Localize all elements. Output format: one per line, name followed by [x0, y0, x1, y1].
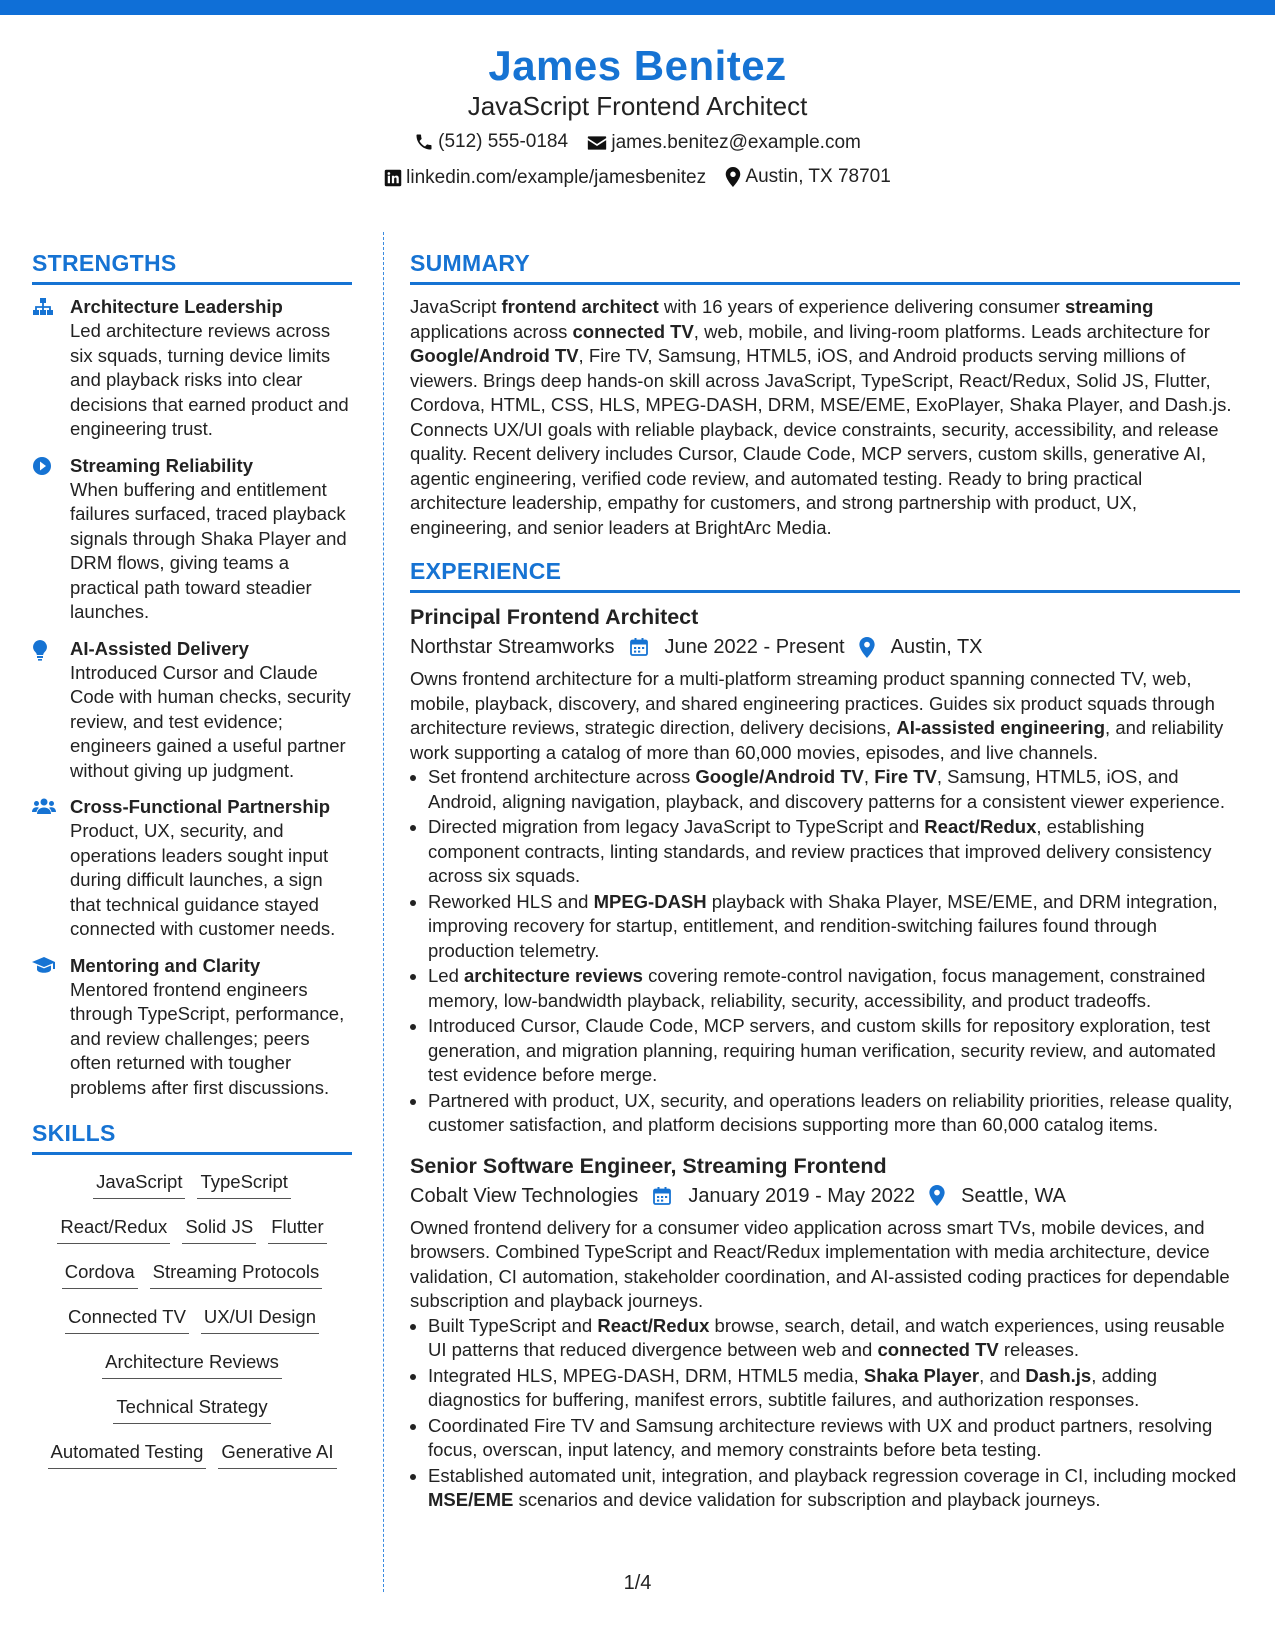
- skill-row: [32, 1394, 352, 1425]
- date-range: June 2022 - Present: [664, 636, 845, 658]
- skills-list: [32, 1169, 352, 1470]
- candidate-name: James Benitez: [488, 42, 787, 89]
- job-entry: [410, 1152, 1240, 1513]
- skill-tag: Flutter: [268, 1214, 326, 1244]
- lightbulb-icon: [32, 637, 70, 784]
- calendar-icon: [629, 637, 657, 657]
- skill-tag: Connected TV: [65, 1304, 189, 1334]
- skill-row: [32, 1439, 352, 1470]
- skills-heading: SKILLS: [32, 1118, 352, 1155]
- graduation-cap-icon: [32, 954, 70, 1101]
- date-range: January 2019 - May 2022: [688, 1184, 916, 1207]
- left-column: [32, 248, 352, 1484]
- skill-tag: Architecture Reviews: [102, 1349, 282, 1379]
- strength-item: [32, 454, 352, 625]
- skill-tag: Automated Testing: [48, 1439, 207, 1469]
- contact-email[interactable]: [587, 131, 861, 155]
- job-meta: [410, 633, 1240, 661]
- strength-body: [70, 954, 352, 1101]
- bullet-item: • Coordinated Fire TV and Samsung architecture reviews with UX and product partners, resolving focus, overscan, input latency, and memory constraints before beta testing.: [428, 1414, 1240, 1463]
- skill-tag: Solid JS: [182, 1214, 256, 1244]
- resume-header: [0, 40, 1275, 194]
- summary-heading: SUMMARY: [410, 248, 1240, 285]
- candidate-headline: JavaScript Frontend Architect: [467, 91, 808, 121]
- calendar-icon: [652, 1186, 680, 1206]
- strength-description: When buffering and entitlement failures surfaced, traced playback signals through Shaka Player and DRM flows, giving teams a practical path toward steadier launches.: [70, 478, 347, 622]
- skill-tag: Cordova: [62, 1259, 138, 1289]
- skill-tag: JavaScript: [93, 1169, 185, 1199]
- bullet-item: • Established automated unit, integration, and playback regression coverage in CI, including mocked MSE/EME scenarios and device validation for subscription and playback journeys.: [428, 1464, 1240, 1513]
- contact-phone: [414, 130, 568, 154]
- page-number: 1/4: [623, 1572, 652, 1594]
- contact-row-2: [0, 165, 1275, 194]
- linkedin-text: linkedin.com/example/jamesbenitez: [406, 167, 707, 188]
- strength-item: [32, 637, 352, 784]
- job-dates: [629, 633, 845, 661]
- bullet-item: • Built TypeScript and React/Redux browse, search, detail, and watch experiences, using reusable UI patterns that reduced divergence between web and connected TV releases.: [428, 1314, 1240, 1363]
- strength-description: Introduced Cursor and Claude Code with human checks, security review, and test evidence; engineers gained a useful partner without giving up judgment.: [70, 661, 351, 781]
- column-divider: [383, 232, 384, 1592]
- job-dates: [652, 1182, 915, 1210]
- bullet-item: • Set frontend architecture across Google/Android TV, Fire TV, Samsung, HTML5, iOS, and Android, aligning navigation, playback, and discovery patterns for a consistent viewer experience.: [428, 765, 1240, 814]
- strength-body: [70, 295, 352, 442]
- skill-tag: Generative AI: [218, 1439, 336, 1469]
- strength-title: Streaming Reliability: [70, 454, 253, 476]
- map-pin-icon: [859, 637, 883, 658]
- map-pin-icon: [929, 1185, 953, 1206]
- map-pin-icon: [725, 167, 741, 187]
- bullet-item: • Integrated HLS, MPEG-DASH, DRM, HTML5 media, Shaka Player, and Dash.js, adding diagnostics for buffering, manifest errors, subtitle failures, and authorization responses.: [428, 1364, 1240, 1413]
- job-description: Owned frontend delivery for a consumer video application across smart TVs, mobile devices, and browsers. Combined TypeScript and React/Redux implementation with media architecture, device validation, CI automation, stakeholder coordination, and AI-assisted coding practices for dependable subscription and playback journeys.: [410, 1216, 1230, 1311]
- play-circle-icon: [32, 454, 70, 625]
- bullet-item: • Partnered with product, UX, security, and operations leaders on reliability priorities, release quality, customer satisfaction, and platform decisions supporting more than 60,000 catalog items.: [428, 1089, 1240, 1138]
- users-icon: [32, 795, 70, 942]
- contact-row-1: [0, 130, 1275, 159]
- summary-text: JavaScript frontend architect with 16 years of experience delivering consumer streaming applications across connected TV, web, mobile, and living-room platforms. Leads architecture for Google/Android TV, Fire TV, Samsung, HTML5, iOS, and Android products serving millions of viewers. Brings deep hands-on skill across JavaScript, TypeScript, React/Redux, Solid JS, Flutter, Cordova, HTML, CSS, HLS, MPEG-DASH, DRM, MSE/EME, ExoPlayer, Shaka Player, and Dash.js. Connects UX/UI goals with reliable playback, device constraints, security, accessibility, and release quality. Recent delivery includes Cursor, Claude Code, MCP servers, custom skills, generative AI, agentic engineering, verified code review, and automated testing. Ready to bring practical architecture leadership, empathy for customers, and strong partnership with product, UX, engineering, and senior leaders at BrightArc Media.: [410, 296, 1232, 538]
- strength-description: Product, UX, security, and operations leaders sought input during difficult launches, a sign that technical guidance stayed connected with customer needs.: [70, 820, 336, 939]
- job-company: [410, 633, 615, 661]
- company-name: Cobalt View Technologies: [410, 1184, 639, 1207]
- contact-linkedin[interactable]: [384, 166, 706, 190]
- bullet-item: • Led architecture reviews covering remote-control navigation, focus management, constrained memory, low-bandwidth playback, reliability, security, accessibility, and product tradeoffs.: [428, 964, 1240, 1013]
- skill-tag: Streaming Protocols: [150, 1259, 323, 1289]
- strength-title: Cross-Functional Partnership: [70, 796, 331, 817]
- strength-description: Led architecture reviews across six squads, turning device limits and playback risks into clear decisions that earned product and engineering trust.: [70, 320, 349, 439]
- strength-item: [32, 795, 352, 942]
- email-text: james.benitez@example.com: [611, 132, 861, 153]
- experience-list: [410, 603, 1240, 1513]
- location-name: Austin, TX: [890, 636, 983, 658]
- job-entry: [410, 603, 1240, 1138]
- job-title: Senior Software Engineer, Streaming Frontend: [410, 1153, 887, 1178]
- location-name: Seattle, WA: [961, 1184, 1066, 1207]
- strength-item: [32, 295, 352, 442]
- strength-body: [70, 795, 352, 942]
- strength-description: Mentored frontend engineers through TypeScript, performance, and review challenges; peers often returned with tougher problems after first discussions.: [70, 978, 345, 1098]
- bullet-item: • Reworked HLS and MPEG-DASH playback with Shaka Player, MSE/EME, and DRM integration, improving recovery for startup, entitlement, and rendition-switching failures found through production telemetry.: [428, 890, 1240, 964]
- job-bullets: [410, 1314, 1240, 1513]
- phone-icon: [414, 132, 434, 152]
- job-company: [410, 1182, 638, 1210]
- skill-tag: UX/UI Design: [201, 1304, 319, 1334]
- strength-body: [70, 637, 352, 784]
- skill-tag: Technical Strategy: [113, 1394, 270, 1424]
- location-text: Austin, TX 78701: [745, 166, 891, 187]
- bullet-item: • Introduced Cursor, Claude Code, MCP servers, and custom skills for repository exploration, test generation, and migration planning, requiring human verification, security review, and automated test evidence before merge.: [428, 1014, 1240, 1088]
- job-location: [859, 633, 983, 661]
- strength-body: [70, 454, 352, 625]
- skill-row: [32, 1304, 352, 1335]
- job-description: Owns frontend architecture for a multi-platform streaming product spanning connected TV, web, mobile, playback, discovery, and shared engineering practices. Guides six product squads through architecture reviews, strategic direction, delivery decisions, AI-assisted engineering, and reliability work supporting a catalog of more than 60,000 movies, episodes, and live channels.: [410, 668, 1224, 763]
- strength-title: Architecture Leadership: [70, 296, 283, 317]
- strength-title: Mentoring and Clarity: [70, 954, 261, 976]
- skill-tag: TypeScript: [197, 1169, 290, 1199]
- skill-row: [32, 1169, 352, 1200]
- strengths-heading: STRENGTHS: [32, 248, 352, 285]
- skill-row: [32, 1259, 352, 1290]
- job-location: [929, 1182, 1066, 1210]
- skill-tag: React/Redux: [57, 1214, 170, 1244]
- job-meta: [410, 1182, 1240, 1210]
- contact-location: [725, 165, 890, 189]
- experience-heading: EXPERIENCE: [410, 556, 1240, 593]
- company-name: Northstar Streamworks: [410, 636, 615, 658]
- sitemap-icon: [32, 295, 70, 442]
- strengths-list: [32, 295, 352, 1100]
- strength-title: AI-Assisted Delivery: [70, 637, 249, 659]
- envelope-icon: [587, 134, 607, 152]
- top-accent-bar: [0, 0, 1275, 15]
- bullet-item: • Directed migration from legacy JavaScript to TypeScript and React/Redux, establishing component contracts, linting standards, and review practices that improved delivery consistency across six squads.: [428, 815, 1240, 889]
- skill-row: [32, 1214, 352, 1245]
- linkedin-icon: [384, 169, 402, 187]
- skill-row: [32, 1349, 352, 1380]
- strength-item: [32, 954, 352, 1101]
- phone-text: (512) 555-0184: [438, 131, 569, 152]
- right-column: [410, 248, 1240, 1514]
- job-title: Principal Frontend Architect: [410, 605, 699, 629]
- job-bullets: [410, 765, 1240, 1138]
